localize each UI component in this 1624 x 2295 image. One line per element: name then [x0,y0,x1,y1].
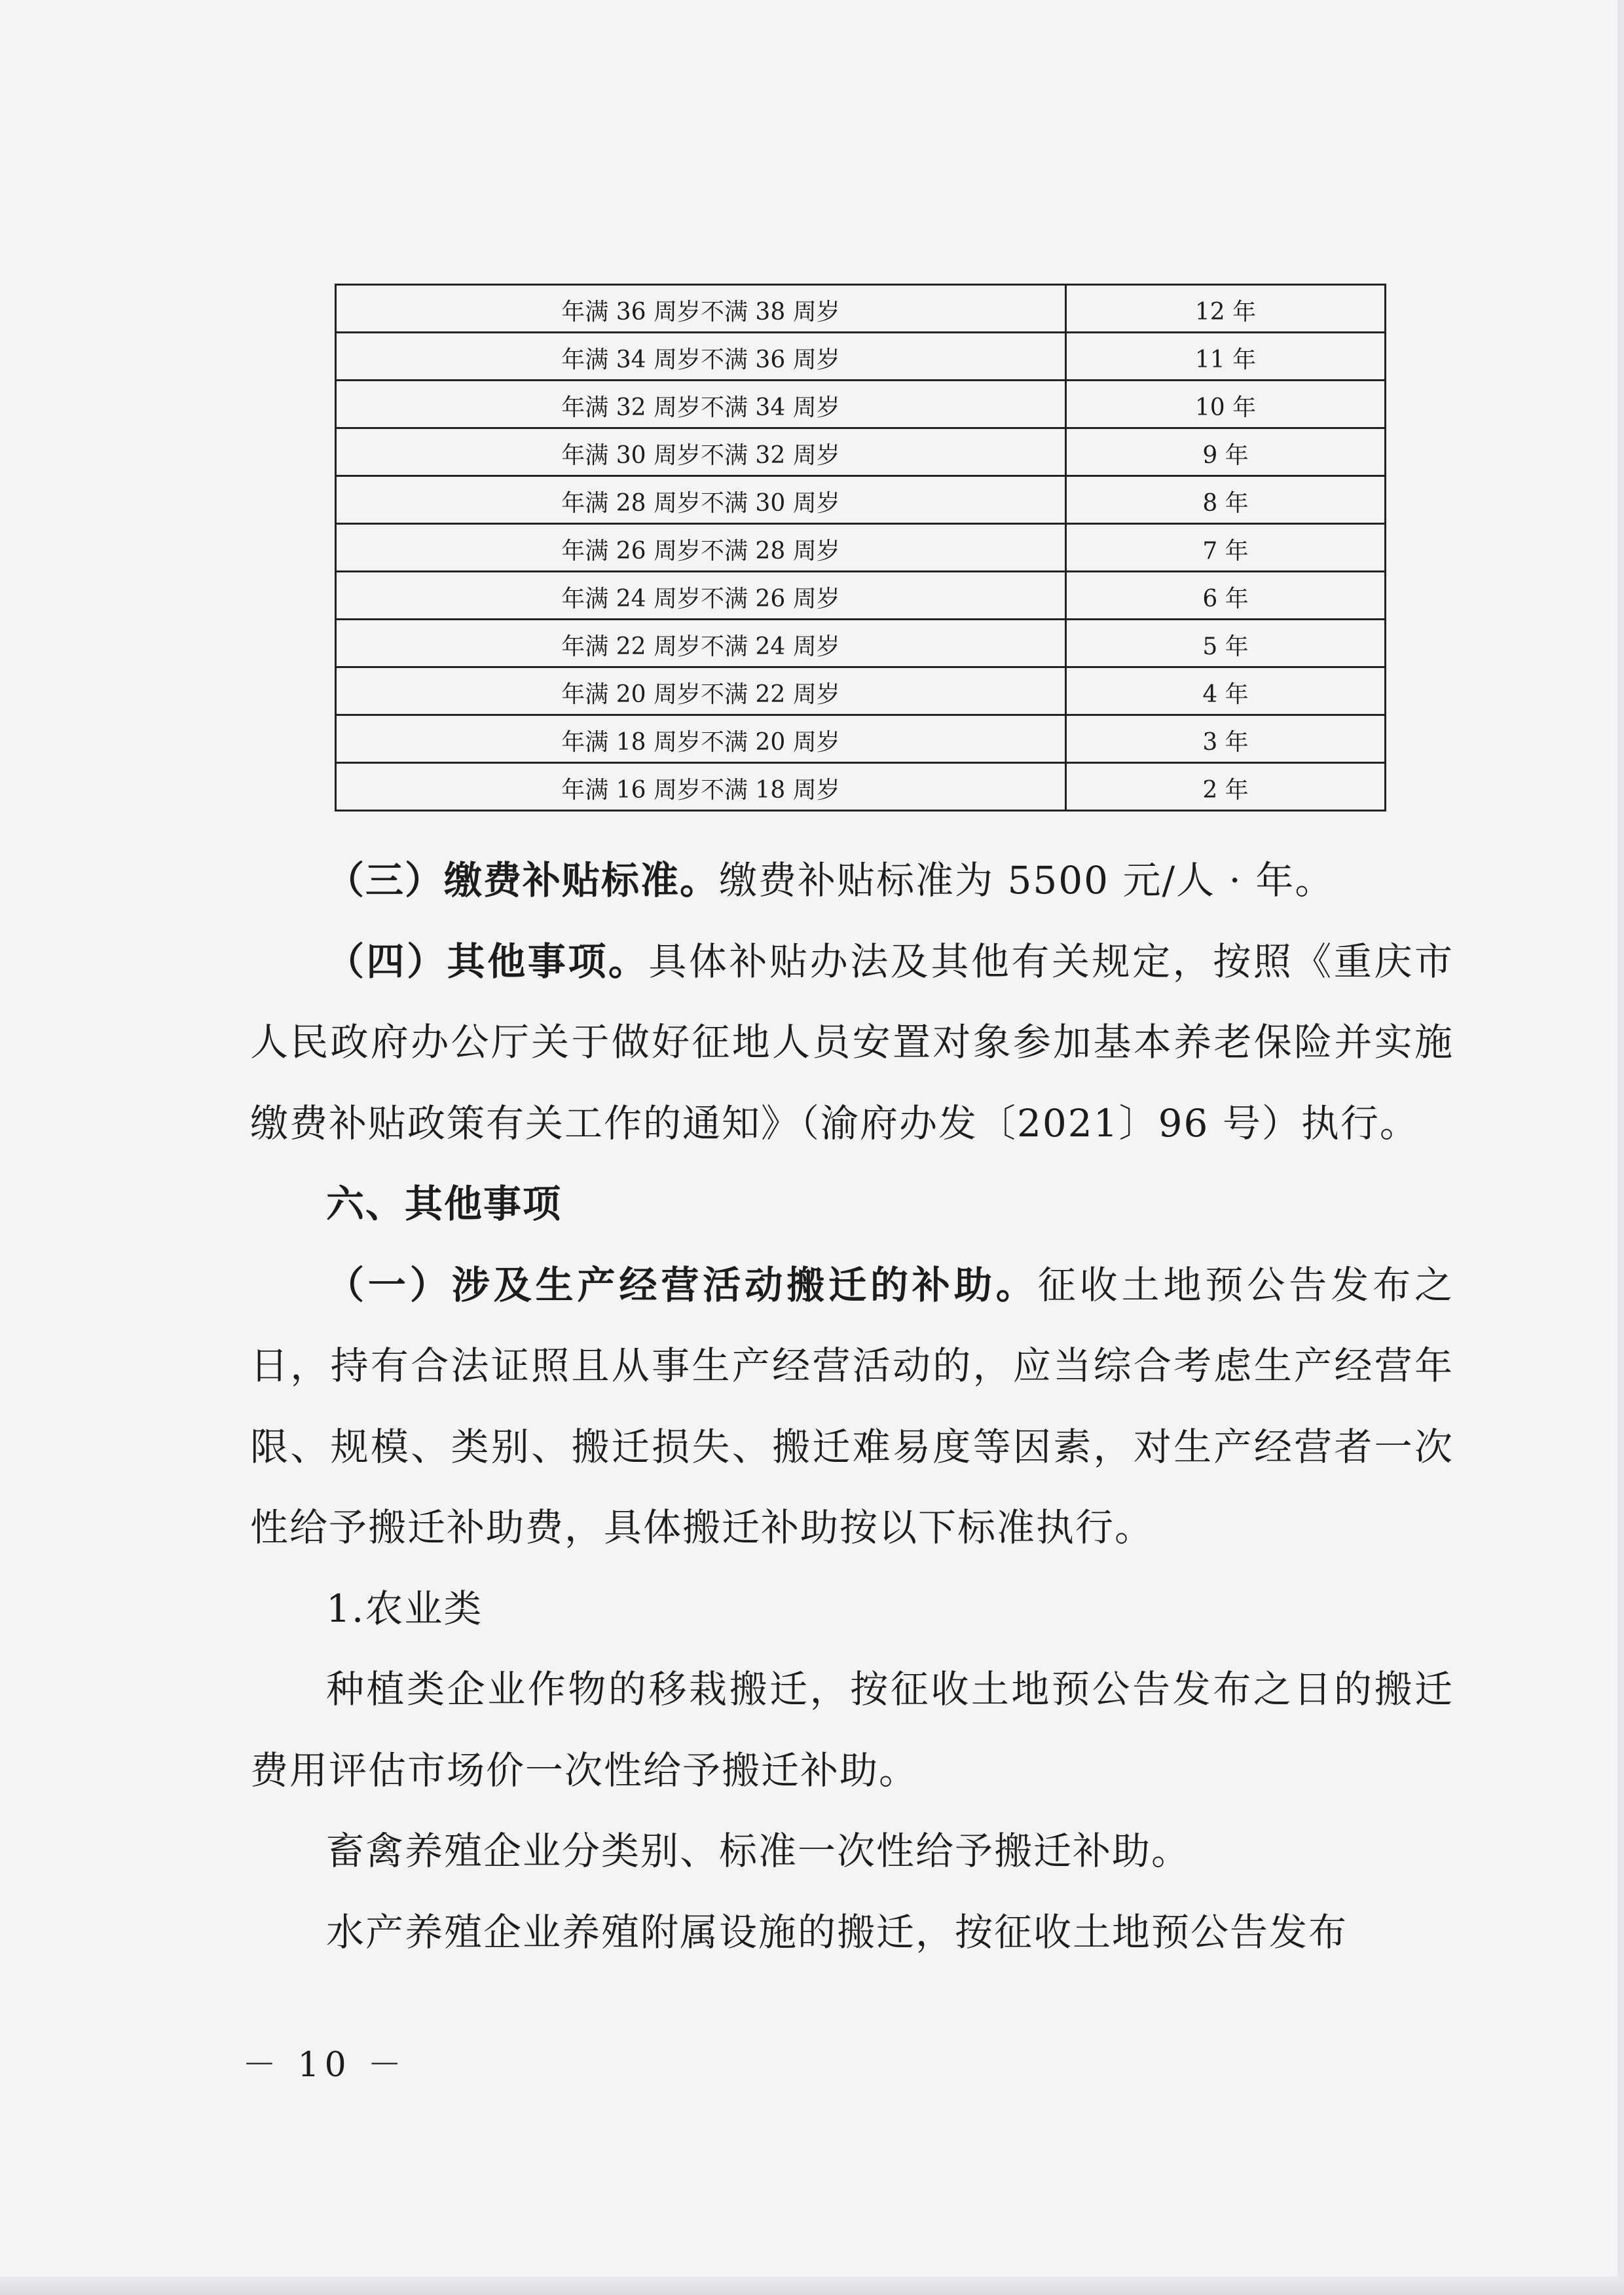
table-cell-age [336,285,1066,333]
table-row [336,381,1386,428]
paragraph-text: 具体补贴办法及其他有关规定，按照《重庆市人民政府办公厅关于做好征地人员安置对象参加基本养老保险并实施缴费补贴政策有关工作的通知》（渝府办发〔2021〕96 号）执行。 [250,939,1454,1146]
table-cell-age [336,763,1066,811]
table-cell-years [1066,715,1386,763]
years-text: 7 年 [1202,538,1249,565]
table-row [336,333,1386,381]
table-cell-age [336,333,1066,381]
age-range-text: 年满 18 周岁不满 20 周岁 [561,729,840,756]
table-row [336,667,1386,715]
paragraph-payment-subsidy [250,840,1454,922]
years-text: 6 年 [1202,586,1249,612]
age-range-text: 年满 22 周岁不满 24 周岁 [561,633,840,660]
age-range-text: 年满 20 周岁不满 22 周岁 [561,681,840,708]
table-cell-age [336,476,1066,524]
table-row [336,476,1386,524]
page-edge-bottom [0,2277,1624,2295]
table-cell-age [336,572,1066,620]
page-edge [1617,0,1624,2295]
table-cell-age [336,381,1066,428]
age-range-text: 年满 28 周岁不满 30 周岁 [561,490,840,517]
table-cell-years [1066,667,1386,715]
years-text: 12 年 [1194,299,1257,326]
paragraph-lead: （一）涉及生产经营活动搬迁的补助。 [326,1262,1038,1307]
age-years-table [335,284,1386,812]
table-row [336,428,1386,476]
paragraph-text: 征收土地预公告发布之日，持有合法证照且从事生产经营活动的，应当综合考虑生产经营年限、规模、类别、搬迁损失、搬迁难易度等因素，对生产经营者一次性给予搬迁补助费，具体搬迁补助按以下标准执行。 [250,1262,1454,1550]
table-cell-age [336,428,1066,476]
age-range-text: 年满 26 周岁不满 28 周岁 [561,538,840,565]
table-cell-years [1066,763,1386,811]
paragraph-relocation-subsidy [250,1245,1454,1569]
table-cell-years [1066,381,1386,428]
table-body [336,285,1386,811]
table-cell-age [336,667,1066,715]
years-text: 9 年 [1202,442,1249,469]
section-heading: 六、其他事项 [326,1182,563,1226]
age-range-text: 年满 24 周岁不满 26 周岁 [561,586,840,612]
table-cell-age [336,620,1066,667]
paragraph-lead: （四）其他事项。 [326,939,649,984]
age-range-text: 年满 36 周岁不满 38 周岁 [561,299,840,326]
table-row [336,524,1386,572]
years-text: 8 年 [1202,490,1249,517]
table-cell-years [1066,333,1386,381]
age-range-text: 年满 32 周岁不满 34 周岁 [561,394,840,421]
age-range-text: 年满 16 周岁不满 18 周岁 [561,777,840,804]
table-cell-years [1066,285,1386,333]
table-cell-age [336,524,1066,572]
table-row [336,572,1386,620]
table-row [336,715,1386,763]
paragraph-other-matters [250,922,1454,1165]
page-number: － 10 － [242,2045,407,2085]
paragraph-lead: （三）缴费补贴标准。 [326,858,720,903]
years-text: 5 年 [1202,633,1249,660]
years-text: 11 年 [1194,346,1257,373]
paragraph-text: 缴费补贴标准为 5500 元/人 · 年。 [719,858,1335,903]
table-cell-years [1066,524,1386,572]
years-text: 3 年 [1202,729,1249,756]
table-cell-age [336,715,1066,763]
table-row [336,620,1386,667]
years-text: 4 年 [1202,681,1249,708]
paragraph-livestock: 畜禽养殖企业分类别、标准一次性给予搬迁补助。 [326,1829,1191,1873]
table-cell-years [1066,572,1386,620]
table-cell-years [1066,428,1386,476]
table-cell-years [1066,476,1386,524]
years-text: 2 年 [1202,777,1249,804]
age-range-text: 年满 34 周岁不满 36 周岁 [561,346,840,373]
years-text: 10 年 [1194,394,1257,421]
document-body [250,840,1454,1973]
subsection-title: 1.农业类 [326,1586,483,1631]
age-range-text: 年满 30 周岁不满 32 周岁 [561,442,840,469]
table-row [336,763,1386,811]
paragraph-aquaculture: 水产养殖企业养殖附属设施的搬迁，按征收土地预公告发布 [326,1909,1348,1954]
table-row [336,285,1386,333]
table-cell-years [1066,620,1386,667]
paragraph-planting: 种植类企业作物的移栽搬迁，按征收土地预公告发布之日的搬迁费用评估市场价一次性给予搬迁补助。 [250,1667,1454,1793]
